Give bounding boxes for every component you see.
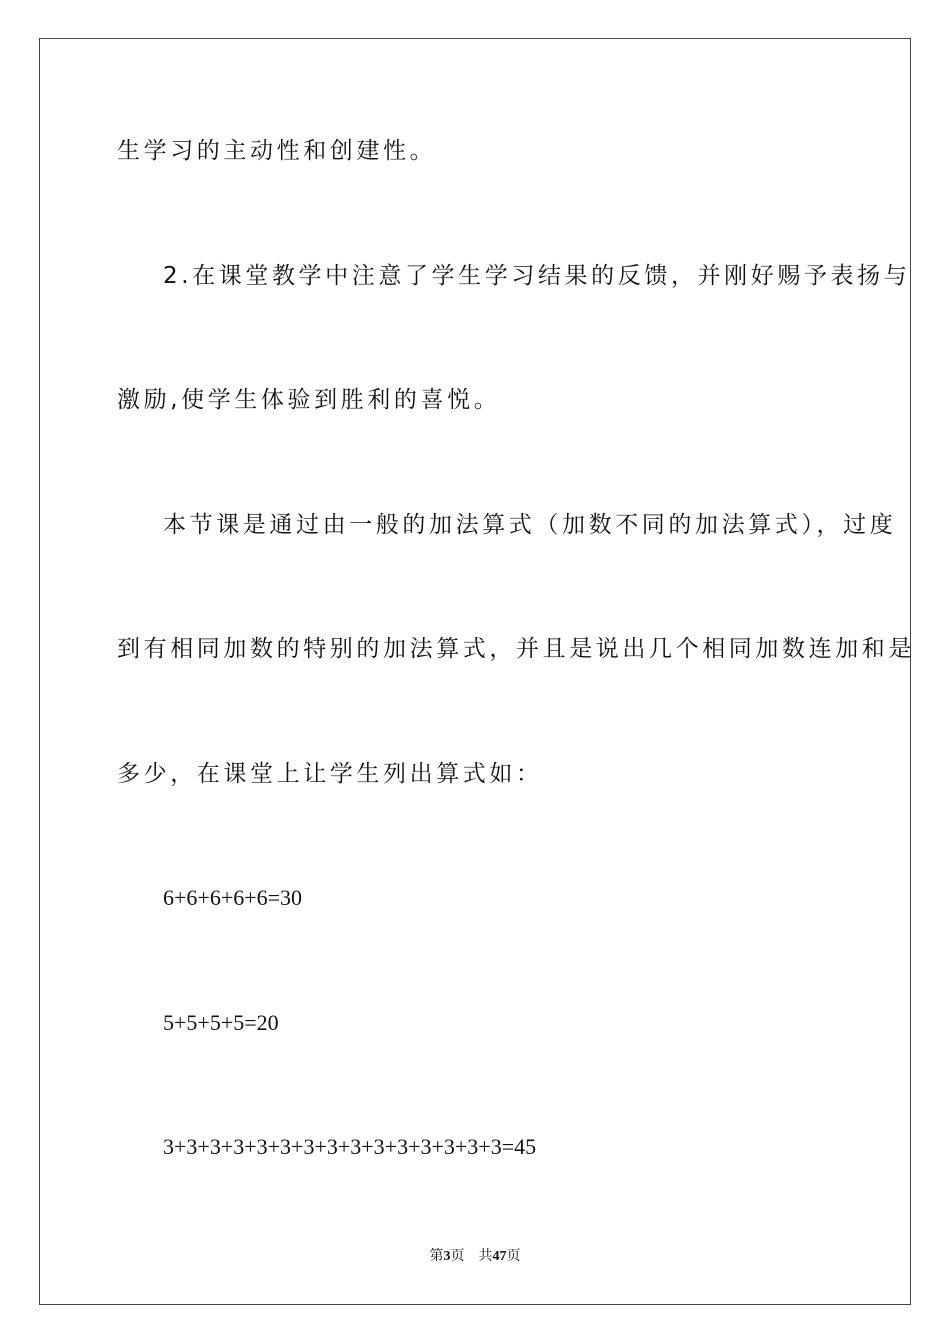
footer-total-prefix: 共 <box>478 1249 493 1264</box>
paragraph-line-1: 生学习的主动性和创建性。 <box>117 138 437 164</box>
paragraph-line-6: 多少，在课堂上让学生列出算式如： <box>117 761 543 787</box>
footer-total-pages: 47 <box>492 1249 507 1264</box>
paragraph-line-3: 激励,使学生体验到胜利的喜悦。 <box>117 387 501 413</box>
footer-page-prefix: 第 <box>429 1249 444 1264</box>
paragraph-line-4: 本节课是通过由一般的加法算式（加数不同的加法算式），过度 <box>163 512 897 538</box>
paragraph-line-2: 2.在课堂教学中注意了学生学习结果的反馈，并刚好赐予表扬与 <box>163 263 911 289</box>
footer-page-number: 3 <box>443 1249 451 1264</box>
page-border <box>39 38 911 1305</box>
footer-total-suffix: 页 <box>506 1249 521 1264</box>
equation-2: 5+5+5+5=20 <box>163 1010 279 1035</box>
paragraph-line-5: 到有相同加数的特别的加法算式，并且是说出几个相同加数连加和是 <box>117 636 915 662</box>
equation-1: 6+6+6+6+6=30 <box>163 885 303 910</box>
page-footer <box>0 1247 950 1267</box>
equation-3: 3+3+3+3+3+3+3+3+3+3+3+3+3+3+3=45 <box>163 1134 537 1159</box>
footer-page-suffix: 页 <box>450 1249 465 1264</box>
